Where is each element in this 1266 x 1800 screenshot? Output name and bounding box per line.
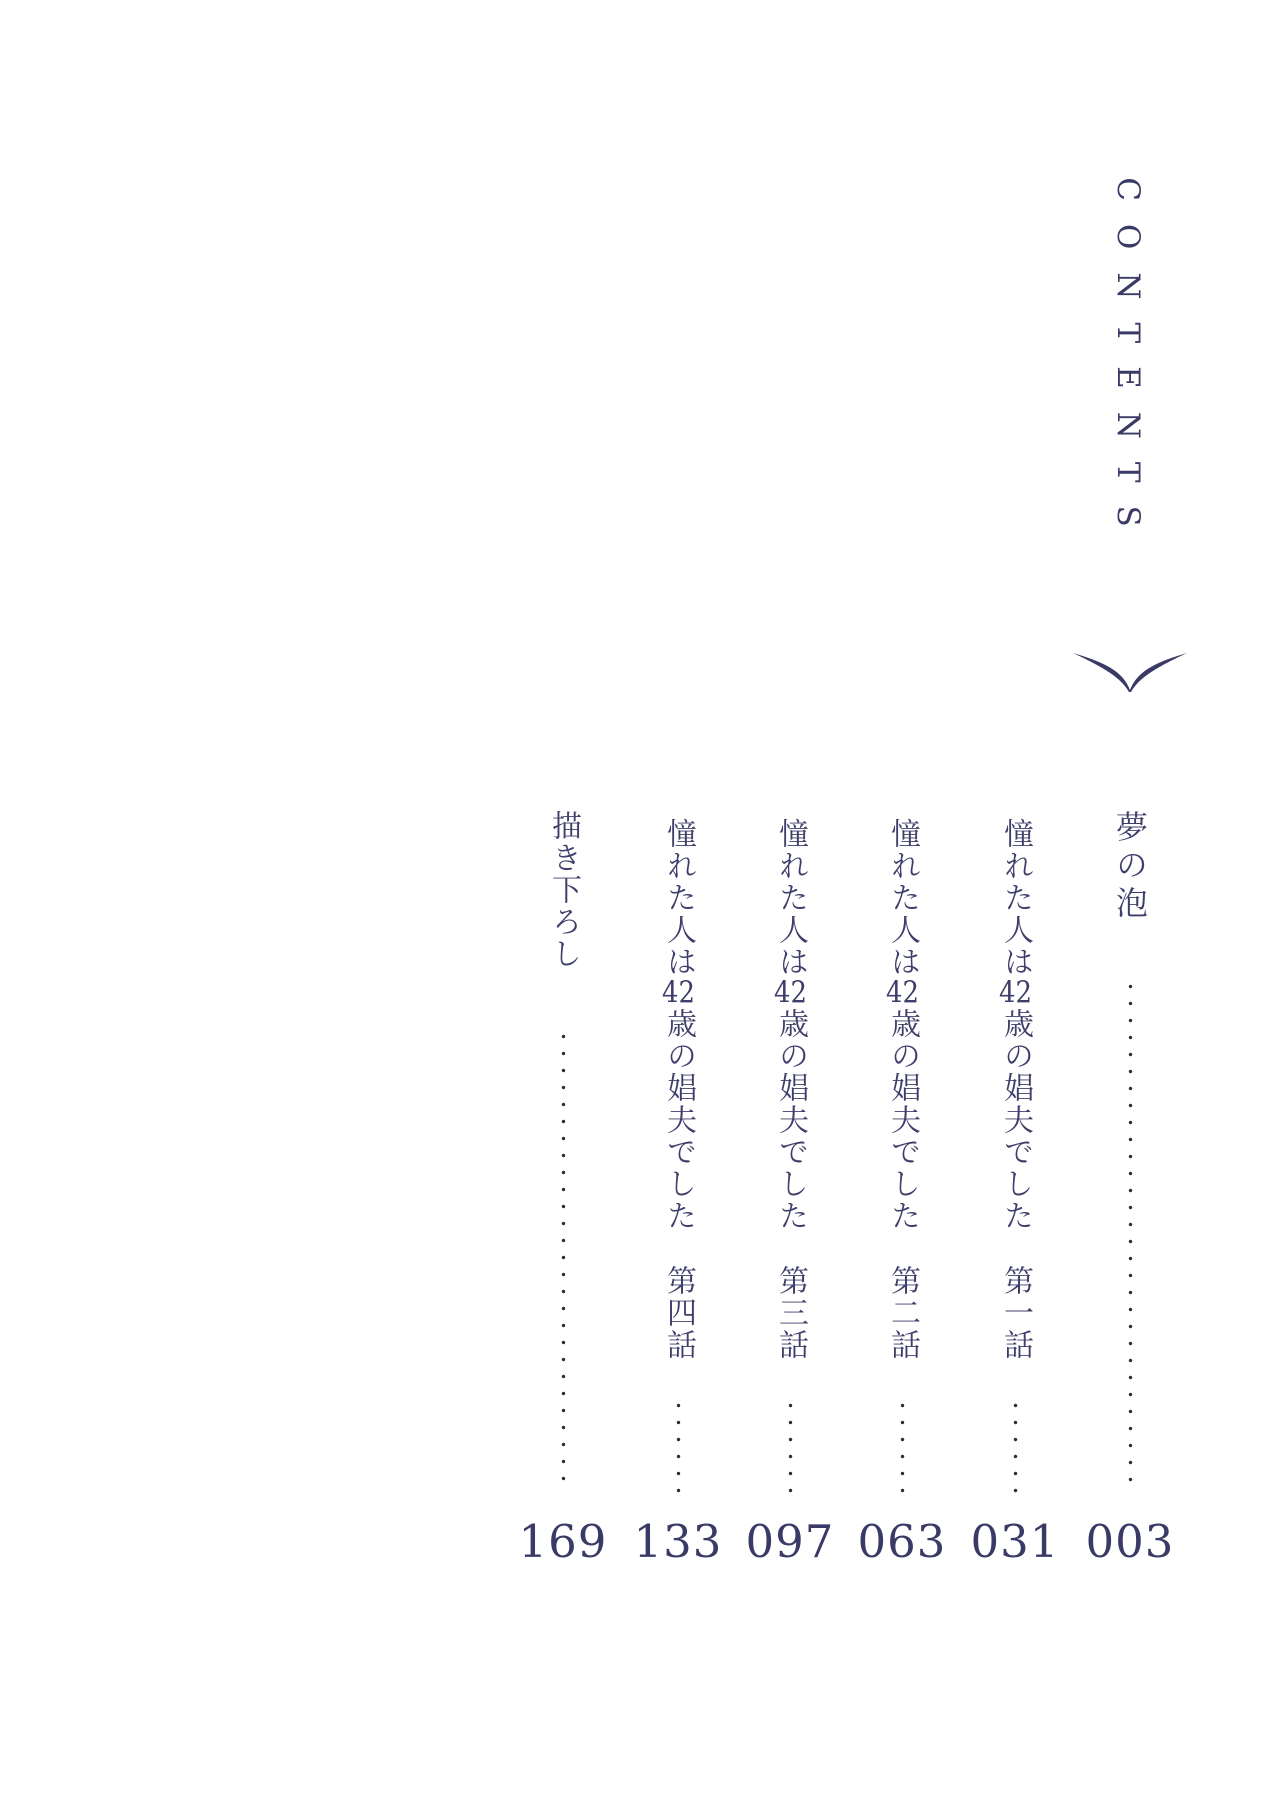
tatechuyoko-number: 42 <box>662 978 695 1008</box>
page-number: 169 <box>518 1515 608 1568</box>
toc-chapter-label: 第四話 <box>661 1265 696 1361</box>
page-number: 097 <box>745 1515 835 1568</box>
page-number: 031 <box>970 1515 1060 1568</box>
dotted-leader <box>898 1391 907 1493</box>
dotted-leader <box>1126 972 1135 1482</box>
page-number: 063 <box>857 1515 947 1568</box>
toc-entry-column <box>658 818 698 1493</box>
dotted-leader <box>1011 1391 1020 1493</box>
toc-entry-title: 描き下ろし <box>546 810 581 970</box>
toc-entry-column <box>1110 810 1150 1482</box>
contents-heading: CONTENTS <box>1110 177 1146 550</box>
toc-entry-column <box>882 818 922 1493</box>
toc-entry-title: 憧れた人は42歳の娼夫でした <box>661 818 696 1232</box>
toc-entry-column <box>770 818 810 1493</box>
toc-chapter-label: 第一話 <box>998 1265 1033 1361</box>
toc-entry-column <box>543 810 583 1481</box>
toc-entry-title: 憧れた人は42歳の娼夫でした <box>998 818 1033 1232</box>
toc-entry-title: 夢の泡 <box>1111 810 1149 924</box>
toc-chapter-label: 第二話 <box>885 1265 920 1361</box>
tatechuyoko-number: 42 <box>886 978 919 1008</box>
toc-chapter-label: 第三話 <box>773 1265 808 1361</box>
open-wings-chevron-icon <box>1071 650 1189 692</box>
page-number: 003 <box>1085 1515 1175 1568</box>
toc-entry-title: 憧れた人は42歳の娼夫でした <box>773 818 808 1232</box>
tatechuyoko-number: 42 <box>774 978 807 1008</box>
toc-entry-column <box>995 818 1035 1493</box>
dotted-leader <box>559 1022 568 1481</box>
dotted-leader <box>786 1391 795 1493</box>
dotted-leader <box>674 1391 683 1493</box>
tatechuyoko-number: 42 <box>999 978 1032 1008</box>
page-number: 133 <box>633 1515 723 1568</box>
toc-entry-title: 憧れた人は42歳の娼夫でした <box>885 818 920 1232</box>
